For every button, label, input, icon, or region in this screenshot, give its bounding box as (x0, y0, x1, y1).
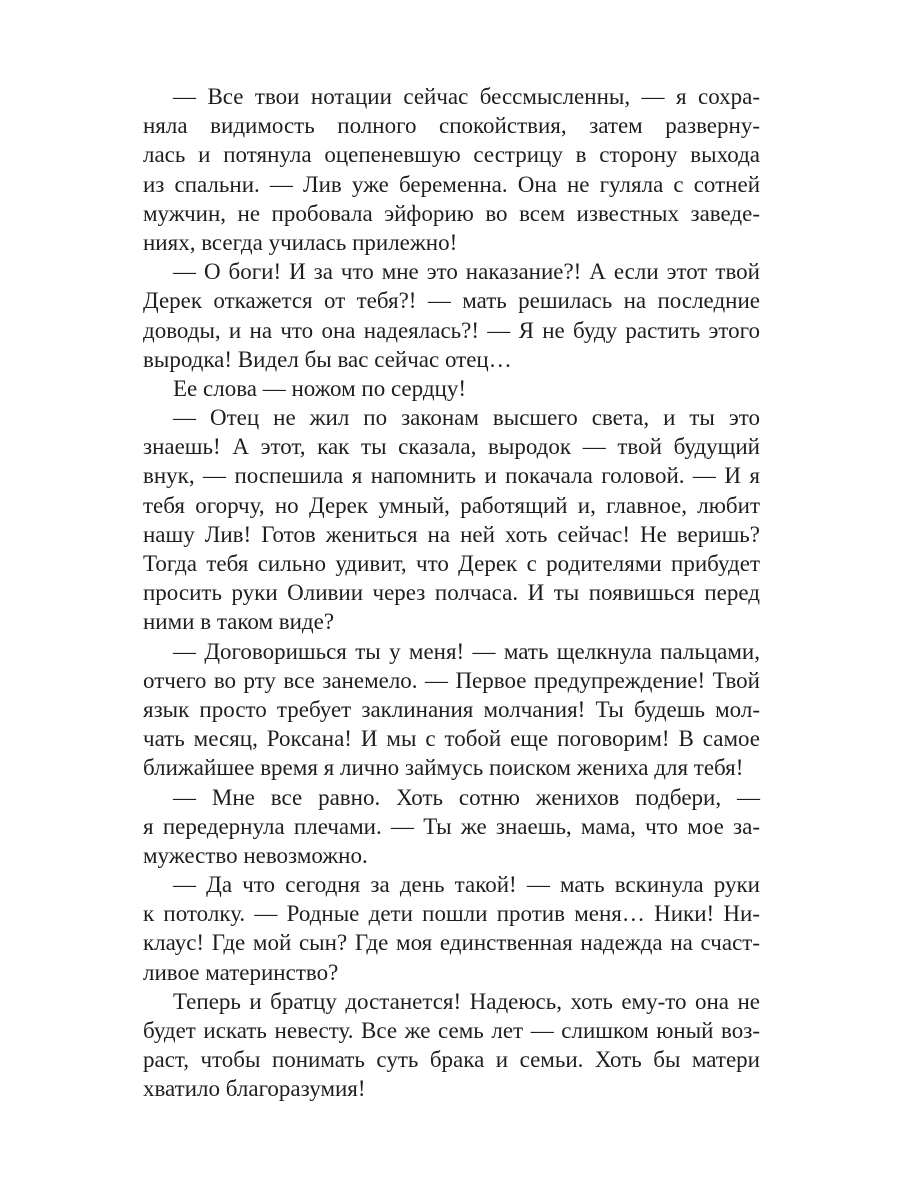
text-line: — Договоришься ты у меня! — мать щелкнула пальцами, (173, 638, 760, 664)
text-line: из спальни. — Лив уже беременна. Она не гуляла с сотней (143, 171, 760, 197)
text-line: — Отец не жил по законам высшего света, и ты это (173, 405, 760, 431)
text-line: выродка! Видел бы вас сейчас отец… (143, 346, 512, 372)
text-line: чать месяц, Роксана! И мы с тобой еще поговорим! В самое (143, 726, 760, 752)
text-line: хватило благоразумия! (143, 1076, 366, 1102)
text-line: будет искать невесту. Все же семь лет — слишком юный воз- (143, 1018, 760, 1043)
paragraph-1 (143, 82, 760, 257)
text-line: — О боги! И за что мне это наказание?! А если этот твой (173, 259, 760, 285)
text-line: внук, — поспешила я напомнить и покачала головой. — И я (143, 463, 760, 489)
text-line: Ее слова — ножом по сердцу! (173, 375, 467, 401)
text-line: отчего во рту все занемело. — Первое предупреждение! Твой (143, 667, 760, 693)
text-line: язык просто требует заклинания молчания! Ты будешь мол- (143, 696, 760, 722)
text-line: лась и потянула оцепеневшую сестрицу в сторону выхода (143, 142, 760, 168)
paragraph-4 (143, 403, 760, 637)
text-line: ближайшее время я лично займусь поиском жениха для тебя! (143, 755, 744, 781)
text-line: Тогда тебя сильно удивит, что Дерек с родителями прибудет (143, 551, 760, 576)
text-line: я передернула плечами. — Ты же знаешь, мама, что мое за- (143, 813, 760, 839)
paragraph-8 (143, 987, 760, 1104)
text-line: няла видимость полного спокойствия, затем разверну- (143, 113, 760, 139)
text-line: нашу Лив! Готов жениться на ней хоть сейчас! Не веришь? (143, 521, 760, 547)
text-line: ниях, всегда училась прилежно! (143, 229, 458, 255)
text-line: — Все твои нотации сейчас бессмысленны, — я сохра- (173, 84, 760, 109)
text-line: к потолку. — Родные дети пошли против меня… Ники! Ни- (143, 901, 760, 927)
text-line: ливое материнство? (143, 959, 339, 985)
text-line: просить руки Оливии через полчаса. И ты появишься перед (143, 580, 760, 606)
text-line: клаус! Где мой сын? Где моя единственная надежда на счаст- (143, 930, 760, 956)
text-line: мужество невозможно. (143, 842, 368, 868)
paragraph-6 (143, 783, 760, 871)
text-line: доводы, и на что она надеялась?! — Я не буду растить этого (143, 317, 760, 343)
text-line: тебя огорчу, но Дерек умный, работящий и, главное, любит (143, 492, 760, 518)
paragraph-7 (143, 870, 760, 987)
paragraph-2 (143, 257, 760, 374)
text-line: знаешь! А этот, как ты сказала, выродок — твой будущий (143, 434, 760, 460)
text-line: мужчин, не пробовала эйфорию во всем известных заведе- (143, 200, 760, 226)
text-line: Теперь и братцу достанется! Надеюсь, хоть ему-то она не (173, 988, 760, 1014)
paragraph-3 (143, 374, 760, 403)
body-text (143, 82, 760, 1104)
text-line: Дерек откажется от тебя?! — мать решилась на последние (143, 288, 760, 314)
text-line: ними в таком виде? (143, 609, 335, 635)
paragraph-5 (143, 637, 760, 783)
text-line: — Мне все равно. Хоть сотню женихов подбери, — (173, 784, 760, 810)
text-line: — Да что сегодня за день такой! — мать вскинула руки (173, 872, 760, 898)
text-line: раст, чтобы понимать суть брака и семьи. Хоть бы матери (143, 1047, 760, 1073)
